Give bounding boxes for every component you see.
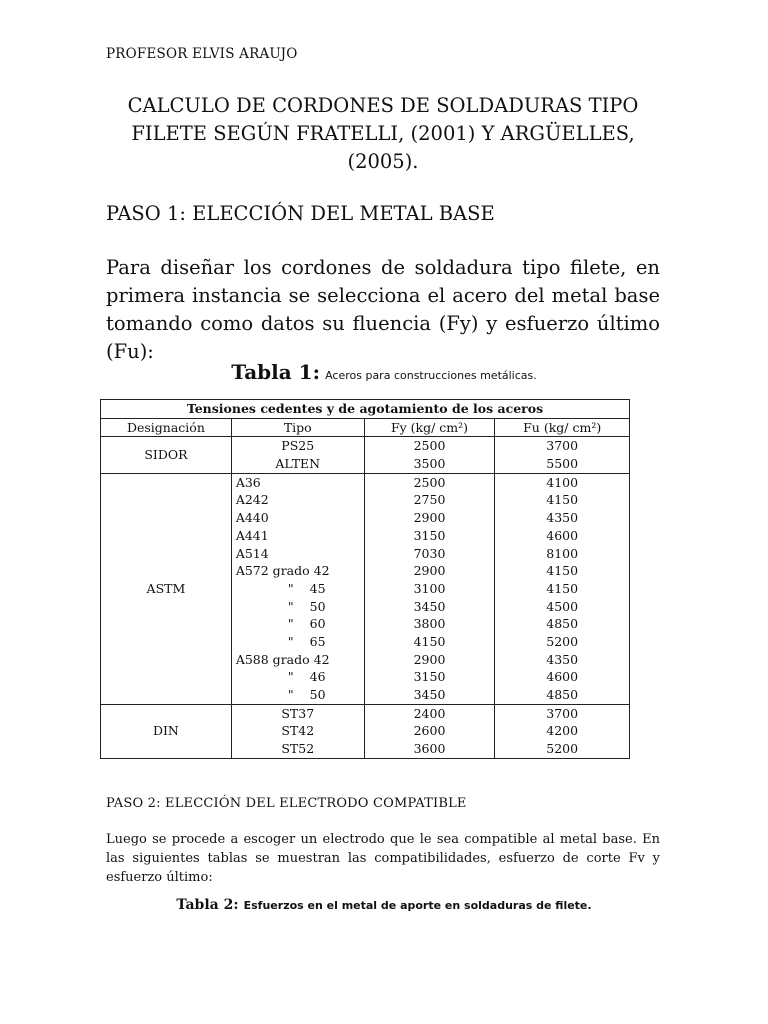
fu-cell: [495, 473, 630, 704]
cell-line: " 46: [287, 669, 326, 685]
designation-cell: SIDOR: [101, 437, 232, 473]
cell-line: 3500: [413, 456, 446, 472]
designation-cell: ASTM: [101, 473, 232, 704]
cell-line: 2750: [413, 492, 446, 508]
table2-caption-label: Tabla 2:: [176, 897, 239, 913]
cell-line: ALTEN: [275, 456, 321, 472]
cell-line: ST52: [281, 741, 315, 757]
cell-line: A441: [235, 527, 269, 543]
cell-line: 4150: [546, 492, 579, 508]
cell-line: 2400: [413, 705, 446, 721]
table-group-row: [101, 473, 630, 704]
col-header-designacion: Designación: [101, 418, 232, 437]
cell-line: 4850: [546, 687, 579, 703]
cell-line: A572 grado 42: [235, 563, 330, 579]
cell-line: 5200: [546, 633, 579, 649]
cell-line: 7030: [413, 545, 446, 561]
col-header-fu: Fu (kg/ cm²): [495, 418, 630, 437]
tipo-cell: [231, 473, 364, 704]
cell-line: 2500: [413, 438, 446, 454]
cell-line: 4150: [546, 580, 579, 596]
cell-line: 2500: [413, 474, 446, 490]
step2-heading: PASO 2: ELECCIÓN DEL ELECTRODO COMPATIBLE: [106, 796, 467, 811]
cell-line: " 60: [287, 616, 326, 632]
cell-line: 4150: [546, 563, 579, 579]
table2-caption-text: Esfuerzos en el metal de aporte en soldaduras de filete.: [243, 899, 592, 912]
cell-line: 3600: [413, 741, 446, 757]
cell-line: A588 grado 42: [235, 651, 330, 667]
col-header-fy: Fy (kg/ cm²): [364, 418, 495, 437]
cell-line: 4600: [546, 527, 579, 543]
cell-line: 2900: [413, 510, 446, 526]
step1-heading: PASO 1: ELECCIÓN DEL METAL BASE: [106, 202, 495, 225]
cell-line: 4350: [546, 510, 579, 526]
cell-line: 4850: [546, 616, 579, 632]
designation-cell: DIN: [101, 704, 232, 758]
cell-line: A242: [235, 492, 269, 508]
table-group-row: [101, 704, 630, 758]
cell-line: 5500: [546, 456, 579, 472]
cell-line: 4100: [546, 474, 579, 490]
tipo-cell: [231, 437, 364, 473]
cell-line: 3450: [413, 687, 446, 703]
cell-line: 2600: [413, 723, 446, 739]
cell-line: 2900: [413, 563, 446, 579]
fu-cell: [495, 704, 630, 758]
cell-line: " 50: [287, 598, 326, 614]
cell-line: A440: [235, 510, 269, 526]
cell-line: 3150: [413, 527, 446, 543]
fy-cell: [364, 473, 495, 704]
table-group-row: [101, 437, 630, 473]
cell-line: 2900: [413, 651, 446, 667]
cell-line: 4500: [546, 598, 579, 614]
cell-line: 3700: [546, 438, 579, 454]
table-header-title: Tensiones cedentes y de agotamiento de los aceros: [101, 400, 630, 419]
step1-paragraph: Para diseñar los cordones de soldadura tipo filete, en primera instancia se selecciona el acero del metal base tomando como datos su fluencia (Fy) y esfuerzo último (Fu):: [106, 256, 660, 363]
cell-line: A514: [235, 545, 269, 561]
cell-line: 5200: [546, 741, 579, 757]
table1-caption-text: Aceros para construcciones metálicas.: [325, 369, 537, 382]
cell-line: PS25: [281, 438, 315, 454]
table2-caption: [0, 894, 768, 913]
cell-line: 3100: [413, 580, 446, 596]
cell-line: " 65: [287, 633, 326, 649]
step2-paragraph: Luego se procede a escoger un electrodo que le sea compatible al metal base. En las siguientes tablas se muestran las compatibilidades, esfuerzo de corte Fv y esfuerzo último:: [106, 832, 660, 885]
cell-line: 3700: [546, 705, 579, 721]
cell-line: 4600: [546, 669, 579, 685]
cell-line: 4350: [546, 651, 579, 667]
cell-line: 8100: [546, 545, 579, 561]
cell-line: 4200: [546, 723, 579, 739]
cell-line: A36: [235, 474, 261, 490]
author-header: PROFESOR ELVIS ARAUJO: [106, 46, 298, 62]
fy-cell: [364, 704, 495, 758]
cell-line: 3450: [413, 598, 446, 614]
cell-line: 3800: [413, 616, 446, 632]
cell-line: " 45: [287, 580, 326, 596]
document-title: CALCULO DE CORDONES DE SOLDADURAS TIPO FILETE SEGÚN FRATELLI, (2001) Y ARGÜELLES, (2005).: [127, 94, 639, 173]
col-header-tipo: Tipo: [231, 418, 364, 437]
cell-line: 3150: [413, 669, 446, 685]
table1-caption-label: Tabla 1:: [231, 360, 320, 384]
tipo-cell: [231, 704, 364, 758]
fu-cell: [495, 437, 630, 473]
table-column-headers: [101, 418, 630, 437]
cell-line: ST42: [281, 723, 315, 739]
fy-cell: [364, 437, 495, 473]
cell-line: ST37: [281, 705, 315, 721]
table1-caption: [0, 360, 768, 384]
cell-line: 4150: [413, 633, 446, 649]
cell-line: " 50: [287, 687, 326, 703]
steel-table: [100, 399, 630, 759]
